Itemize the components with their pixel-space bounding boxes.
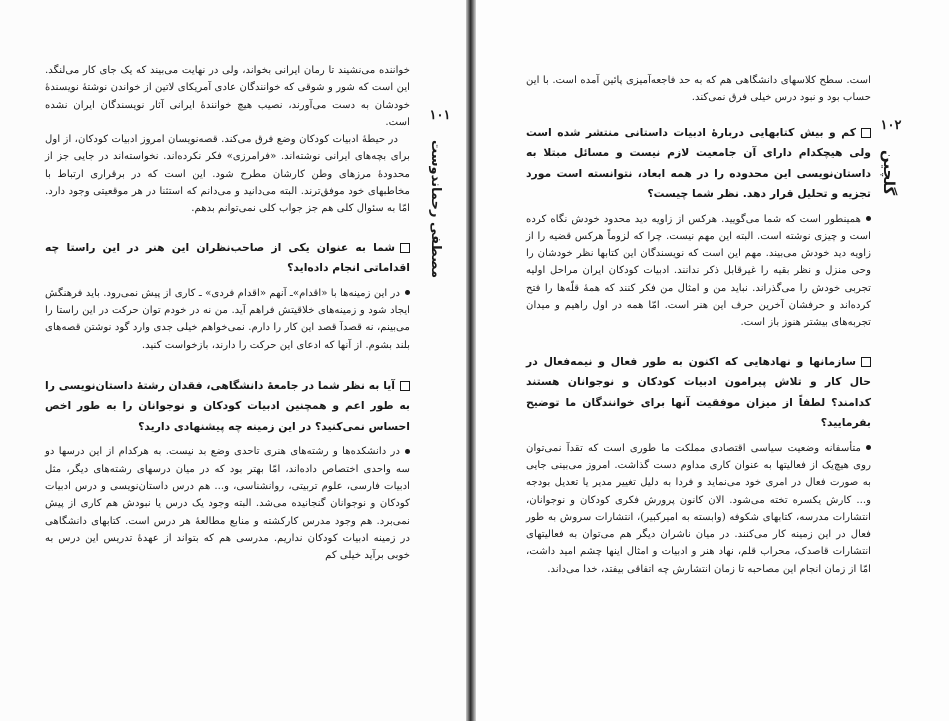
- question-2-text: آیا به نظر شما در جامعهٔ دانشگاهی، فقدان رشتهٔ داستان‌نویسی را به طور اعم و همچنین ادبیات کودکان و نوجوانان را به طور اخص احساس نمی‌کنید؟ در این زمینه چه پیشنهادی دارید؟: [45, 378, 410, 433]
- answer-4-text: متأسفانه وضعیت سیاسی اقتصادی مملکت ما طوری است که تقدآ نمی‌توان روی هیچ‌یک از فعالیتها به عنوان کاری مداوم دست گذاشت. امروز می‌بینی جایی به صورت فعال در امری خود می‌نماید و فردا به دلیل تغییر مدیر یا تعدیل بودجه و... کارش یکسره تخته می‌شود. الان کانون پرورش فکری کودکان و نوجوانان، انتشارات مدرسه، کتابهای شکوفه (وابسته به امیرکبیر)، انتشارات سروش به طور فعال در این زمینه کار می‌کنند. در میان ناشران دیگر هم می‌توان به فعالیتهای انتشارات قاصدک، محراب قلم، نهاد هنر و ادبیات و امثال اینها چشم امید داشت، امّا از زمان انجام این مصاحبه تا زمان انتشارش چه اتفاقی بیفتد، خدا می‌داند.: [526, 442, 871, 575]
- left-paragraph-2: در حیطهٔ ادبیات کودکان وضع فرق می‌کند. قصه‌نویسان امروز ادبیات کودکان، از اول برای بچه‌های ایرانی نوشته‌اند. «فرامرزی» فکر نکرده‌اند. نخواسته‌اند در جایی جز از محدودهٔ مرزهای وطن کارشان مطرح شود. این است که در برقراری ارتباط با مخاطبهای خود موفق‌ترند. البته می‌دانید و می‌دانم که استثنا در هر موقعیتی وجود دارد. امّا به سئوال کلی هم جز جواب کلی نمی‌توانم بدهم.: [45, 134, 410, 215]
- left-paragraph-1: خوانند‌ه می‌نشیند تا رمان ایرانی بخواند، ولی در نهایت می‌بیند که یک جای کار می‌لنگد. این است که شور و شوقی که خوانندگان عادی آمریکای لاتین از خواندن نوشتهٔ نویسندهٔ خودشان به دست می‌آورند، نصیب هیچ خوانندهٔ ایرانی آثار نویسندگان ایران نشده است.: [45, 65, 410, 128]
- answer-2-text: در دانشکده‌ها و رشته‌های هنری تاحدی وضع بد نیست. به هرکدام از این درسها دو سه واحدی اختصاص داده‌اند، امّا بهتر بود که در میان درسهای رشته‌های دیگر، مثل ادبیات فارسی، علوم تربیتی، روانشناسی، و... هم درس داستان‌نویسی و درس ادبیات کودکان و نوجوانان گنجانیده می‌شد. البته وجود یک درس یا نبودش هم کاری از پیش نمی‌برد. هم وجود مدرس کارکشته و منابع مطالعهٔ هر درس است. کتابهای دانشگاهی در زمینه ادبیات کودکان نداریم. مدرسی هم که بتواند از عهدهٔ تدریس این درس به خوبی برآید خیلی کم: [45, 446, 410, 562]
- answer-bullet-icon: [405, 449, 410, 454]
- question-block-3: [526, 123, 871, 205]
- answer-block-3: [526, 211, 871, 332]
- left-page: [0, 0, 466, 721]
- answer-3-text: همینطور است که شما می‌گویید. هرکس از زاویه دید محدود خودش نگاه کرده است و چیزی نوشته است. البته این مهم نیست. چرا که لزوماً هرکس قضیه را از زاویه دید خودش می‌بیند. مهم این است که نویسندگان این کتابها نظر خودشان را وحی منزل و نظر بقیه را غیرقابل ذکر ندانند. ادبیات کودکان ایران مراحل اولیه تجربی خودش را می‌گذراند. نباید من و امثال من فکر کنند که همهٔ قلّه‌ها را فتح کرده‌اند و حرفشان آخرین حرف این هنر است. امّا همه در اول راهیم و میدان تجربه‌های بیشتر هنوز باز است.: [526, 213, 871, 329]
- left-page-number: ۱۰۱: [429, 108, 451, 123]
- answer-bullet-icon: [866, 445, 871, 450]
- right-page-number: ۱۰۲: [880, 118, 902, 133]
- answer-block-4: [526, 440, 871, 578]
- question-checkbox-icon: [400, 243, 410, 253]
- question-checkbox-icon: [400, 381, 410, 391]
- question-block-2: [45, 376, 410, 438]
- right-paragraph-1: است. سطح کلاسهای دانشگاهی هم که به حد فاجعه‌آمیزی پائین آمده است. با این حساب بود و نبود درس خیلی فرق نمی‌کند.: [526, 75, 871, 104]
- question-3-text: کم و بیش کتابهایی دربارهٔ ادبیات داستانی منتشر شده است ولی هیچکدام دارای آن جامعیت لازم نیست و مسائل مبتلا به داستان‌نویسی این محدوده را در همه ابعاد، نتوانسته است مورد تجزیه و تحلیل قرار دهد. نظر شما چیست؟: [526, 125, 871, 201]
- left-text-column: [45, 62, 410, 564]
- right-text-column: [526, 72, 871, 578]
- answer-block-1: [45, 285, 410, 354]
- left-running-head: مصطفی رحماندوست: [428, 140, 443, 279]
- question-block-4: [526, 352, 871, 434]
- question-checkbox-icon: [861, 128, 871, 138]
- answer-bullet-icon: [405, 290, 410, 295]
- question-4-text: سازمانها و نهادهایی که اکنون به طور فعال و نیمه‌فعال در حال کار و تلاش پیرامون ادبیات کودکان و نوجوانان هستند کدامند؟ لطفاً از میزان موفقیت آنها برای خوانندگان ما توضیح بفرمایید؟: [526, 354, 871, 430]
- answer-block-2: [45, 443, 410, 564]
- answer-1-text: در این زمینه‌ها با «اقدام»ـ آنهم «اقدام فردی» ـ کاری از پیش نمی‌رود. باید فرهنگش ایجاد شود و زمینه‌های خلاقیتش فراهم آید. من نه در خودم توان حرکت در این راستا را می‌بینم، نه قصدآ قصد این کار را دارم. نمی‌خواهم خیلی جدی وارد گود نوشتن قصه‌های بلند بشوم. از آنها که ادعای این حرکت را دارند، بازخواست کنید.: [45, 287, 410, 351]
- right-page: [476, 0, 949, 721]
- question-block-1: [45, 238, 410, 279]
- question-1-text: شما به عنوان یکی از صاحب‌نظران این هنر در این راستا چه اقداماتی انجام داده‌اید؟: [45, 240, 410, 275]
- answer-bullet-icon: [866, 216, 871, 221]
- book-gutter: [466, 0, 476, 721]
- question-checkbox-icon: [861, 357, 871, 367]
- right-running-head: گلچین: [880, 150, 898, 196]
